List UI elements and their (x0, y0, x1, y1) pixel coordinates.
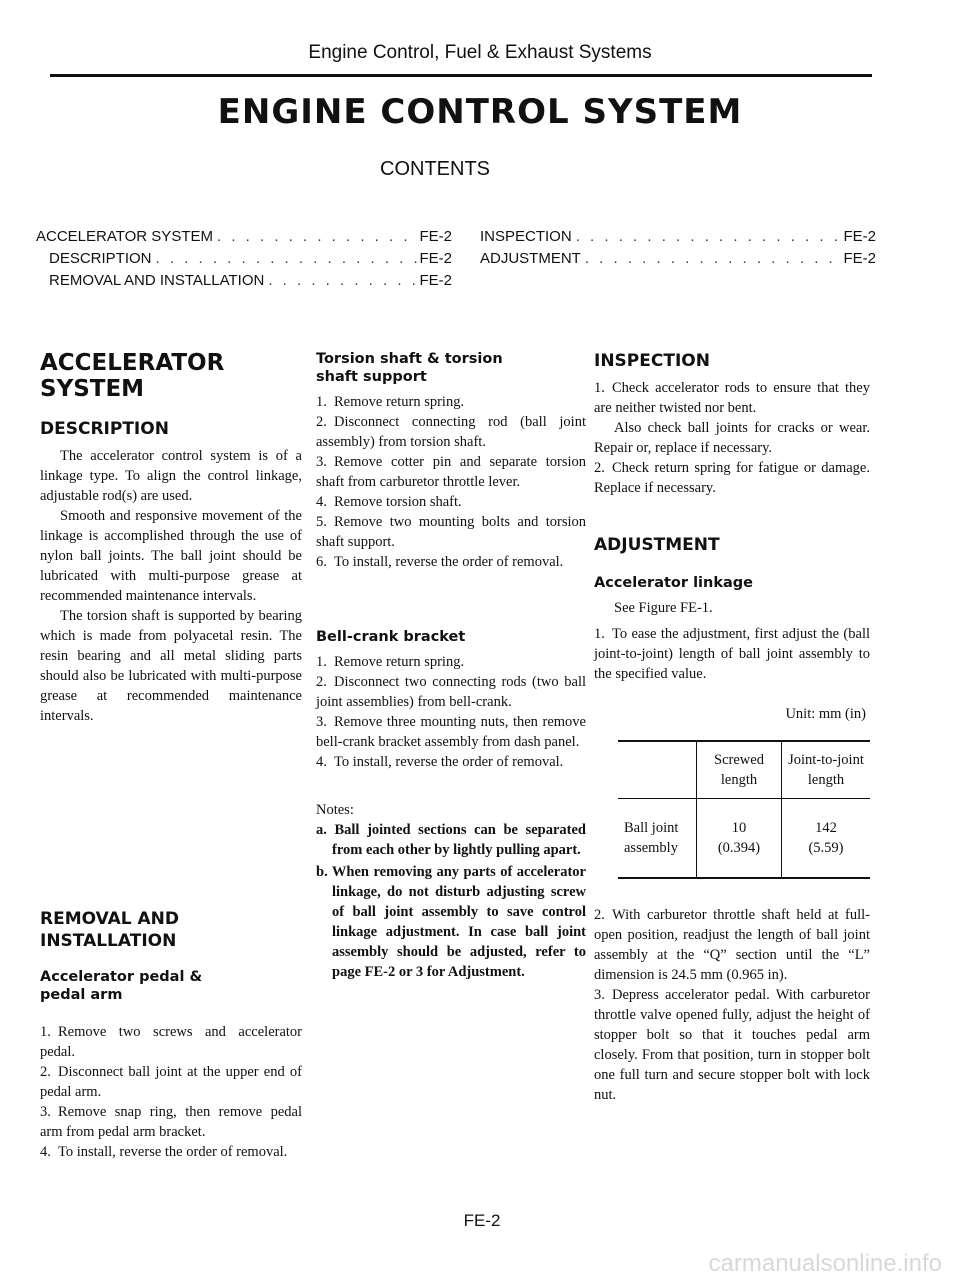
toc-page: FE-2 (419, 272, 452, 289)
heading-line: INSTALLATION (40, 931, 177, 951)
heading-line: Torsion shaft & torsion (316, 351, 503, 367)
toc-entry-removal-installation[interactable] (36, 272, 452, 294)
note: b. When removing any parts of accelerator linkage, do not disturb adjusting screw of ball joint assembly to save control linkage adjustment. In case ball joint assembly should be adjusted, refer to page FE-2 or 3 for Adjustment. (316, 864, 586, 980)
contents-label: CONTENTS (380, 158, 490, 180)
table-row-label: Ball joint assembly (618, 799, 697, 879)
description-heading: DESCRIPTION (40, 419, 169, 439)
toc-label: INSPECTION (480, 228, 572, 245)
left-column (40, 350, 302, 1162)
paragraph: The torsion shaft is supported by bearing which is made from polyacetal resin. The resin bearing and all metal sliding parts should also be lubricated with multi-purpose grease at recommended maintenance intervals. (40, 608, 302, 724)
step: 4. To install, reverse the order of removal. (316, 754, 564, 770)
step: 6. To install, reverse the order of removal. (316, 554, 564, 570)
heading-line: Accelerator pedal & (40, 969, 203, 985)
linkage-heading: Accelerator linkage (594, 575, 753, 591)
watermark: carmanualsonline.info (708, 1250, 942, 1277)
inspection-step-1: 1. Check accelerator rods to ensure that they are neither twisted nor bent. (594, 380, 870, 416)
torsion-heading (316, 350, 586, 386)
accelerator-system-heading (40, 350, 302, 402)
table-row (618, 799, 870, 879)
inspection-step-2: 2. Check return spring for fatigue or damage. Replace if necessary. (594, 460, 870, 496)
section-title: ENGINE CONTROL SYSTEM (217, 92, 743, 132)
pedal-heading (40, 968, 302, 1004)
toc-entry-accelerator-system[interactable] (36, 228, 452, 250)
table-header-cell: Joint-to-joint length (782, 741, 871, 799)
table-cell: 10 (0.394) (697, 799, 782, 879)
paragraph: The accelerator control system is of a linkage type. To align the control linkage, adjustable rod(s) are used. (40, 448, 302, 504)
step: 2. Disconnect two connecting rods (two ball joint assemblies) from bell-crank. (316, 674, 586, 710)
notes-label: Notes: (316, 802, 354, 818)
pedal-steps (40, 1022, 302, 1162)
step: 2. Disconnect connecting rod (ball joint assembly) from torsion shaft. (316, 414, 586, 450)
toc-entry-inspection[interactable] (480, 228, 876, 250)
heading-line: shaft support (316, 369, 427, 385)
note: a. Ball jointed sections can be separated from each other by lightly pulling apart. (316, 822, 586, 858)
toc-leader (264, 272, 418, 289)
toc-label: REMOVAL AND INSTALLATION (49, 272, 265, 289)
table-corner-cell (618, 741, 697, 799)
adjustment-step-3: 3. Depress accelerator pedal. With carburetor throttle valve opened fully, adjust the height of stopper bolt so that it touches pedal arm closely. From that position, turn in stopper bolt one full turn and secure stopper bolt with lock nut. (594, 987, 870, 1103)
step: 4. Remove torsion shaft. (316, 494, 462, 510)
header-rule (50, 74, 872, 77)
toc-leader (581, 250, 842, 267)
toc-entry-description[interactable] (36, 250, 452, 272)
inspection-step-1-extra: Also check ball joints for cracks or wear. Repair or, replace if necessary. (594, 420, 870, 456)
step: 1. Remove return spring. (316, 394, 465, 410)
paragraph: Smooth and responsive movement of the linkage is accomplished through the use of nylon ball joints. The ball joint should be lubricated with multi-purpose grease at recommended maintenance intervals. (40, 508, 302, 604)
adjustment-heading: ADJUSTMENT (594, 535, 720, 555)
torsion-steps (316, 392, 586, 572)
toc-entry-adjustment[interactable] (480, 250, 876, 272)
toc-leader (152, 250, 418, 267)
table-header-row (618, 741, 870, 799)
toc-page: FE-2 (843, 250, 876, 267)
step: 2. Disconnect ball joint at the upper end of pedal arm. (40, 1064, 302, 1100)
heading-line: ACCELERATOR (40, 350, 225, 376)
adjustment-step-2: 2. With carburetor throttle shaft held at full-open position, readjust the length of ball joint assembly at the “Q” section until the “L” dimension is 24.5 mm (0.965 in). (594, 907, 870, 983)
ball-joint-spec-table (618, 740, 870, 879)
step: 1. Remove return spring. (316, 654, 465, 670)
right-column (594, 350, 870, 1105)
running-title: Engine Control, Fuel & Exhaust Systems (308, 42, 652, 63)
toc-page: FE-2 (419, 228, 452, 245)
middle-column (316, 350, 586, 984)
step: 5. Remove two mounting bolts and torsion shaft support. (316, 514, 586, 550)
toc-leader (572, 228, 842, 245)
notes-list (316, 820, 586, 982)
step: 3. Remove snap ring, then remove pedal arm from pedal arm bracket. (40, 1104, 302, 1140)
step: 4. To install, reverse the order of removal. (40, 1144, 288, 1160)
step: 1. Remove two screws and accelerator pedal. (40, 1024, 302, 1060)
table-header-cell: Screwed length (697, 741, 782, 799)
removal-installation-heading (40, 908, 302, 952)
bellcrank-steps (316, 652, 586, 772)
toc-label: ACCELERATOR SYSTEM (36, 228, 213, 245)
step: 3. Remove cotter pin and separate torsion shaft from carburetor throttle lever. (316, 454, 586, 490)
toc-left (36, 228, 452, 294)
toc-label: ADJUSTMENT (480, 250, 581, 267)
table-cell: 142 (5.59) (782, 799, 871, 879)
toc-leader (213, 228, 418, 245)
step: 3. Remove three mounting nuts, then remove bell-crank bracket assembly from dash panel. (316, 714, 586, 750)
heading-line: SYSTEM (40, 376, 145, 402)
adjustment-step-1: 1. To ease the adjustment, first adjust the (ball joint-to-joint) length of ball joint assembly to the specified value. (594, 626, 870, 682)
see-figure: See Figure FE-1. (614, 600, 713, 616)
unit-label: Unit: mm (in) (785, 706, 866, 722)
heading-line: pedal arm (40, 987, 123, 1003)
toc-right (480, 228, 876, 272)
heading-line: REMOVAL AND (40, 909, 180, 929)
bellcrank-heading: Bell-crank bracket (316, 629, 466, 645)
inspection-heading: INSPECTION (594, 351, 710, 371)
toc-page: FE-2 (843, 228, 876, 245)
toc-page: FE-2 (419, 250, 452, 267)
page-number: FE-2 (463, 1211, 501, 1230)
toc-label: DESCRIPTION (49, 250, 152, 267)
